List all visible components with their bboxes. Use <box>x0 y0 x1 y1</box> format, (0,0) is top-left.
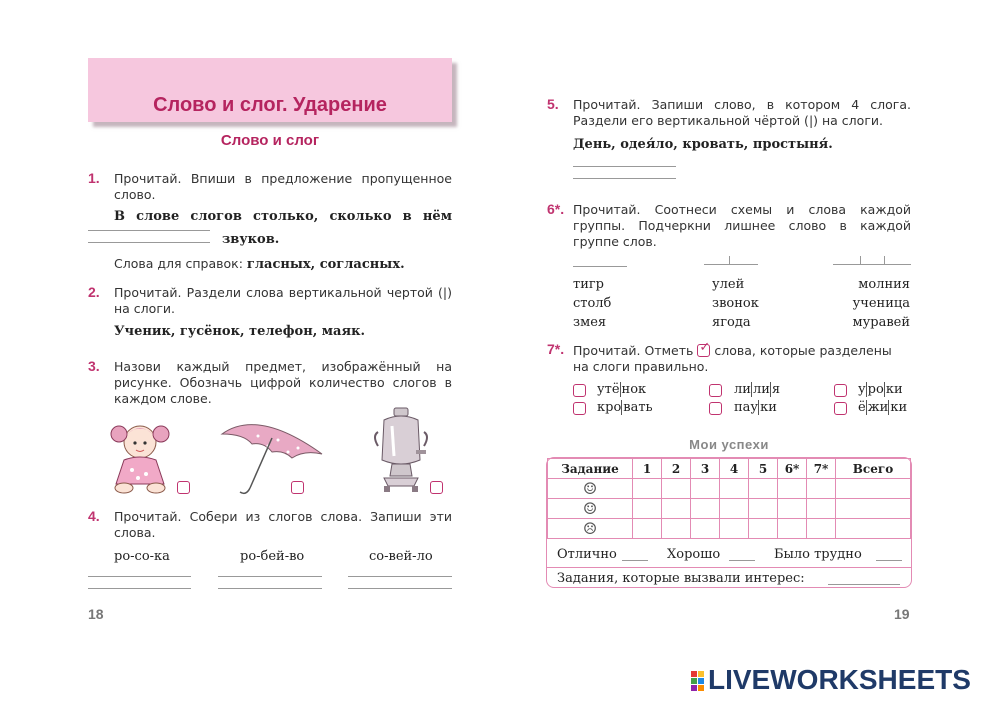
task-1-sentence: В слове слогов столько, сколько в нём <box>114 209 452 224</box>
score-cell[interactable] <box>691 479 720 499</box>
score-cell[interactable] <box>720 519 749 539</box>
header-cell: 1 <box>633 459 662 479</box>
page-title: Слово и слог. Ударение <box>153 94 387 116</box>
task-1-help <box>114 256 405 273</box>
task-6-number: 6*. <box>547 201 565 217</box>
score-cell[interactable] <box>807 499 836 519</box>
score-cell[interactable] <box>778 479 807 499</box>
task-2-words: Ученик, гусёнок, телефон, маяк. <box>114 324 365 339</box>
task-7-text-b: слова, которые разделены на слоги правильно. <box>573 343 892 374</box>
header-cell: 2 <box>662 459 691 479</box>
task-2-number: 2. <box>88 284 100 300</box>
syllable: ли <box>752 382 770 397</box>
umbrella-answer-box[interactable] <box>291 481 304 494</box>
grade-good: Хорошо <box>667 547 721 562</box>
task-5-instruction: Прочитай. Запиши слово, в котором 4 слога. Раздели его вертикальной чёртой (|) на слоги. <box>573 97 911 128</box>
scheme-3-divider-1 <box>860 256 861 264</box>
scheme-2 <box>704 264 758 265</box>
score-cell[interactable] <box>720 499 749 519</box>
task-4-answer-line-1a[interactable] <box>88 576 191 577</box>
word[interactable]: тигр <box>573 277 604 292</box>
score-cell[interactable] <box>836 499 911 519</box>
option-word-4 <box>597 400 653 415</box>
doll-answer-box[interactable] <box>177 481 190 494</box>
word[interactable]: столб <box>573 296 612 311</box>
header-cell: 7* <box>807 459 836 479</box>
results-divider <box>547 567 911 568</box>
syllable: я <box>771 382 781 397</box>
word[interactable]: змея <box>573 315 607 330</box>
task-4-instruction: Прочитай. Собери из слогов слова. Запиши эти слова. <box>114 509 452 540</box>
task-1-help-label: Слова для справок: <box>114 256 243 271</box>
score-cell[interactable] <box>807 479 836 499</box>
page-number-right: 19 <box>894 606 910 622</box>
option-word-5 <box>734 400 777 415</box>
grade-good-line[interactable] <box>729 560 755 561</box>
score-cell[interactable] <box>691 519 720 539</box>
option-checkbox-2[interactable] <box>709 384 722 397</box>
word[interactable]: ученица <box>852 296 910 311</box>
results-row-neutral <box>548 499 911 519</box>
syllable: ро <box>867 382 884 397</box>
task-4-answer-line-1b[interactable] <box>88 588 191 589</box>
scheme-3-divider-2 <box>884 256 885 264</box>
score-cell[interactable] <box>807 519 836 539</box>
results-title: Мои успехи <box>689 437 769 452</box>
task-5-answer-line-2[interactable] <box>573 178 676 179</box>
task-4-answer-line-2b[interactable] <box>218 588 322 589</box>
syllable: ё <box>858 400 866 415</box>
word[interactable]: ягода <box>712 315 751 330</box>
task-4-answer-line-3b[interactable] <box>348 588 452 589</box>
task-1-number: 1. <box>88 170 100 186</box>
scheme-3 <box>833 264 911 265</box>
syllable: ки <box>760 400 777 415</box>
word[interactable]: улей <box>712 277 745 292</box>
score-cell[interactable] <box>633 519 662 539</box>
samovar-picture <box>370 406 432 496</box>
option-word-6 <box>858 400 907 415</box>
score-cell[interactable] <box>778 499 807 519</box>
task-1-answer-line[interactable] <box>88 230 210 231</box>
results-row-smile <box>548 479 911 499</box>
score-cell[interactable] <box>749 519 778 539</box>
syllable: вать <box>623 400 653 415</box>
task-3-instruction: Назови каждый предмет, изображённый на рисунке. Обозначь цифрой количество слогов в каждом слове. <box>114 359 452 406</box>
score-cell[interactable] <box>720 479 749 499</box>
task-5-answer-line-1[interactable] <box>573 166 676 167</box>
smile-icon: ☺ <box>548 479 633 499</box>
option-checkbox-5[interactable] <box>709 402 722 415</box>
liveworksheets-logo-icon <box>691 671 705 695</box>
option-word-2 <box>734 382 780 397</box>
option-word-3 <box>858 382 903 397</box>
score-cell[interactable] <box>662 479 691 499</box>
header-cell: 4 <box>720 459 749 479</box>
score-cell[interactable] <box>633 479 662 499</box>
task-1-help-words: гласных, согласных. <box>246 257 405 272</box>
task-1-answer-line-2[interactable] <box>88 242 210 243</box>
checkmark-icon: ✓ <box>699 340 711 355</box>
score-cell[interactable] <box>778 519 807 539</box>
group-2 <box>712 275 759 332</box>
results-header-row <box>548 459 911 479</box>
task-5-words: День, одея́ло, кровать, простыня́. <box>573 137 833 152</box>
task-6-instruction: Прочитай. Соотнеси схемы и слова каждой группы. Подчеркни лишнее слово в каждой группе слов. <box>573 202 911 249</box>
word[interactable]: молния <box>858 277 910 292</box>
syllable: жи <box>867 400 889 415</box>
results-table <box>547 458 911 539</box>
score-cell[interactable] <box>836 519 911 539</box>
scheme-2-divider <box>729 256 730 264</box>
grade-excellent-line[interactable] <box>622 560 648 561</box>
syllable: у <box>858 382 866 397</box>
neutral-face-icon: ☺ <box>548 499 633 519</box>
header-cell: Всего <box>836 459 911 479</box>
task-1-instruction: Прочитай. Впиши в предложение пропущенное слово. <box>114 171 452 202</box>
sad-face-icon: ☹ <box>548 519 633 539</box>
task-2-instruction: Прочитай. Раздели слова вертикальной чертой (|) на слоги. <box>114 285 452 316</box>
grade-excellent: Отлично <box>557 547 617 562</box>
task-3-number: 3. <box>88 358 100 374</box>
task-5-number: 5. <box>547 96 559 112</box>
header-cell: 3 <box>691 459 720 479</box>
option-checkbox-3[interactable] <box>834 384 847 397</box>
samovar-answer-box[interactable] <box>430 481 443 494</box>
score-cell[interactable] <box>662 519 691 539</box>
header-cell: 6* <box>778 459 807 479</box>
results-row-sad <box>548 519 911 539</box>
scheme-1 <box>573 266 627 267</box>
score-cell[interactable] <box>836 479 911 499</box>
section-subtitle: Слово и слог <box>220 132 320 149</box>
score-cell[interactable] <box>633 499 662 519</box>
task-4-item-1: ро-со-ка <box>114 549 170 564</box>
syllable: пау <box>734 400 759 415</box>
header-cell: Задание <box>548 459 633 479</box>
group-1 <box>573 275 611 332</box>
interest-line[interactable] <box>828 584 900 585</box>
header-cell: 5 <box>749 459 778 479</box>
group-3 <box>848 275 910 332</box>
option-checkbox-6[interactable] <box>834 402 847 415</box>
syllable: утё <box>597 382 620 397</box>
page-number-left: 18 <box>88 606 104 622</box>
grade-hard: Было трудно <box>774 547 862 562</box>
score-cell[interactable] <box>749 479 778 499</box>
task-7-number: 7*. <box>547 341 565 357</box>
syllable: ки <box>890 400 908 415</box>
task-4-answer-line-3a[interactable] <box>348 576 452 577</box>
task-4-number: 4. <box>88 508 100 524</box>
score-cell[interactable] <box>662 499 691 519</box>
doll-picture <box>104 416 176 496</box>
option-word-1 <box>597 382 646 397</box>
option-checkbox-1[interactable] <box>573 384 586 397</box>
task-4-item-3: со-вей-ло <box>369 549 433 564</box>
liveworksheets-logo-text: LIVEWORKSHEETS <box>708 664 971 695</box>
option-checkbox-4[interactable] <box>573 402 586 415</box>
interest-label: Задания, которые вызвали интерес: <box>557 571 805 586</box>
score-cell[interactable] <box>749 499 778 519</box>
grade-hard-line[interactable] <box>876 560 902 561</box>
task-4-item-2: ро-бей-во <box>240 549 305 564</box>
syllable: кро <box>597 400 622 415</box>
syllable: нок <box>621 382 647 397</box>
word[interactable]: муравей <box>852 315 910 330</box>
umbrella-picture <box>218 414 326 498</box>
score-cell[interactable] <box>691 499 720 519</box>
word[interactable]: звонок <box>712 296 759 311</box>
task-7-text-a: Прочитай. Отметь <box>573 343 694 358</box>
task-4-answer-line-2a[interactable] <box>218 576 322 577</box>
task-1-sentence-end: звуков. <box>222 232 280 247</box>
task-7-instruction <box>573 342 911 375</box>
syllable: ли <box>734 382 751 397</box>
syllable: ки <box>885 382 903 397</box>
